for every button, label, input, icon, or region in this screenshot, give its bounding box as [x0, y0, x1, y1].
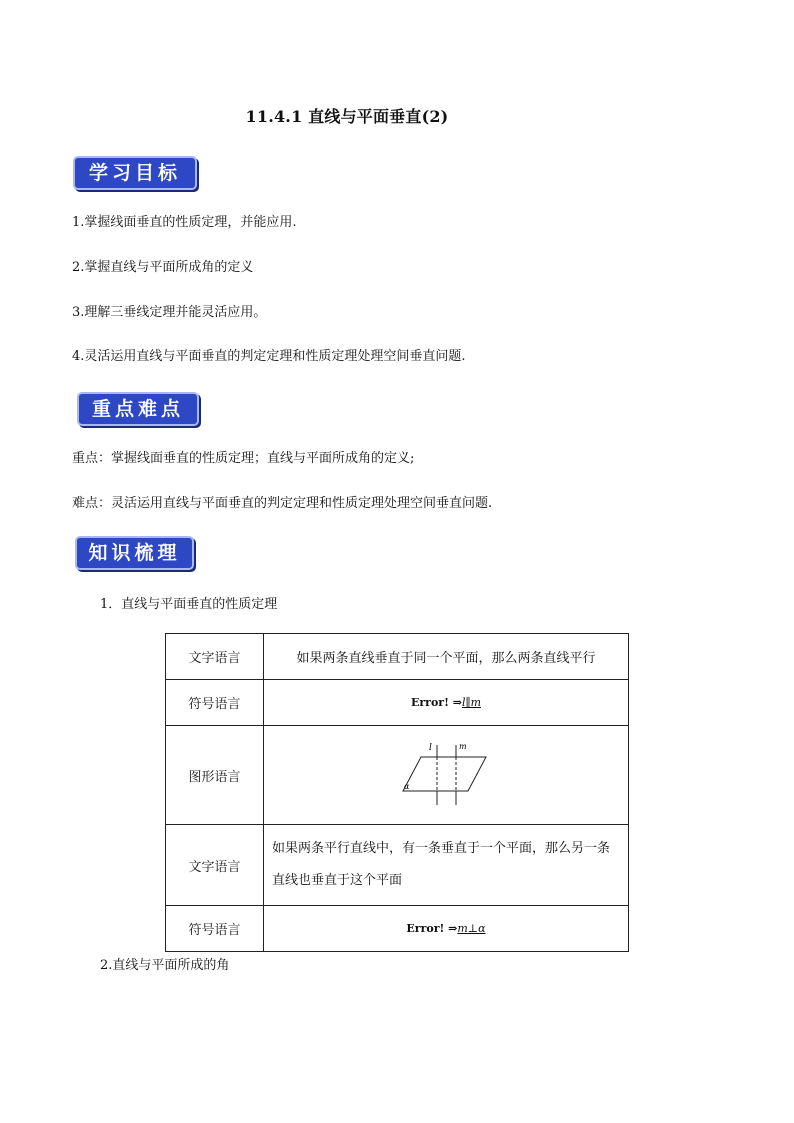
- knowledge-item-1: 1．直线与平面垂直的性质定理: [100, 597, 278, 612]
- table-row: [166, 825, 629, 906]
- row-header: 文字语言: [166, 634, 264, 680]
- table-row: [166, 906, 629, 952]
- error-text: Error!: [410, 696, 449, 709]
- emphasis-text: 重点：掌握线面垂直的性质定理；直线与平面所成角的定义;: [72, 451, 415, 466]
- difficulty-text: 难点：灵活运用直线与平面垂直的判定定理和性质定理处理空间垂直问题.: [72, 496, 493, 511]
- page-title: 11.4.1 直线与平面垂直(2): [245, 107, 449, 126]
- row-content: 如果两条平行直线中，有一条垂直于一个平面，那么另一条直线也垂直于这个平面: [264, 825, 629, 906]
- parallel-lines-figure: [401, 739, 491, 811]
- label-m: m: [459, 742, 467, 751]
- goal-item: 2.掌握直线与平面所成角的定义: [72, 260, 254, 275]
- relation-text: l∥m: [461, 696, 481, 709]
- symbol-cell: [264, 680, 629, 726]
- plane-parallelogram: [403, 757, 486, 791]
- implies-arrow: ⇒: [444, 922, 458, 935]
- goal-item: 3.理解三垂线定理并能灵活应用。: [72, 305, 267, 320]
- section-badge-knowledge: 知识梳理: [75, 536, 194, 570]
- row-header: 符号语言: [166, 906, 264, 952]
- knowledge-item-2: 2.直线与平面所成的角: [100, 958, 230, 973]
- goal-item: 1.掌握线面垂直的性质定理，并能应用.: [72, 215, 297, 230]
- figure-cell: [264, 726, 629, 825]
- row-header: 图形语言: [166, 726, 264, 825]
- symbol-cell: [264, 906, 629, 952]
- section-badge-goals: 学习目标: [73, 156, 197, 190]
- row-header: 文字语言: [166, 825, 264, 906]
- label-alpha: α: [404, 782, 410, 791]
- table-row: [166, 726, 629, 825]
- table-row: [166, 634, 629, 680]
- section-badge-key-points: 重点难点: [77, 392, 199, 426]
- label-l: l: [429, 743, 432, 753]
- property-table: [165, 633, 629, 952]
- goal-item: 4.灵活运用直线与平面垂直的判定定理和性质定理处理空间垂直问题.: [72, 349, 466, 364]
- relation-text: m⊥α: [457, 922, 486, 935]
- row-content: 如果两条直线垂直于同一个平面，那么两条直线平行: [264, 634, 629, 680]
- implies-arrow: ⇒: [448, 696, 462, 709]
- error-text: Error!: [406, 922, 445, 935]
- row-header: 符号语言: [166, 680, 264, 726]
- table-row: [166, 680, 629, 726]
